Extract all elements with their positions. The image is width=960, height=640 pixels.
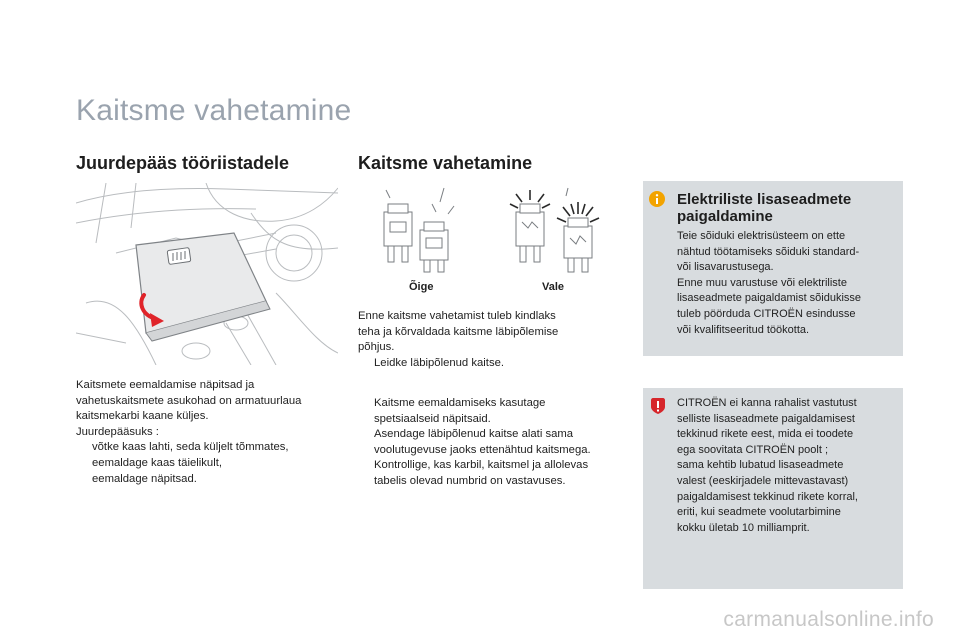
fuse-label-wrong: Vale <box>542 281 565 293</box>
list-item <box>76 440 346 456</box>
info-icon <box>649 191 665 207</box>
list-item-text <box>374 396 545 427</box>
text-line: paigaldamine <box>677 208 773 225</box>
text-line: selliste lisaseadmete paigaldamisest <box>677 412 855 425</box>
good-fuse-illustration <box>374 186 484 274</box>
tool-access-intro <box>76 378 346 487</box>
text-line: eriti, kui seadmete voolutarbimine <box>677 506 841 519</box>
text-line: paigaldamisest tekkinud rikete korral, <box>677 490 858 503</box>
text-line: tuleb pöörduda CITROËN esindusse <box>677 307 856 320</box>
bullet-icon <box>358 396 374 427</box>
info-panel <box>643 181 903 356</box>
warning-icon <box>649 398 667 414</box>
info-panel-text <box>677 229 899 338</box>
text-line: tabelis olevad numbrid on vastavuses. <box>374 474 566 487</box>
text-line: teha ja kõrvaldada kaitsme läbipõlemise <box>358 325 559 338</box>
text-line: Juurdepääsuks : <box>76 425 159 438</box>
text-line: Elektriliste lisaseadmete <box>677 191 852 208</box>
blown-fuse-illustration <box>508 186 608 274</box>
warning-panel-text <box>677 396 899 536</box>
list-item <box>358 356 633 372</box>
list-item-text <box>374 427 591 458</box>
list-item-text: eemaldage näpitsad. <box>92 472 197 485</box>
text-line: Teie sõiduki elektrisüsteem on ette <box>677 230 846 242</box>
list-item <box>358 427 633 458</box>
list-item-text <box>374 458 588 489</box>
text-line: Kontrollige, kas karbil, kaitsmel ja allolevas <box>374 459 589 472</box>
text-line: põhjus. <box>358 341 395 354</box>
text-line: Asendage läbipõlenud kaitse alati sama <box>374 428 574 441</box>
text-line: voolutugevuse jaoks ettenähtud kaitsmega. <box>374 443 591 456</box>
section-heading-fuse-replacement: Kaitsme vahetamine <box>358 153 533 173</box>
text-line: Kaitsme eemaldamiseks kasutage <box>374 397 546 409</box>
bullet-icon <box>358 458 374 489</box>
text-line: CITROËN ei kanna rahalist vastutust <box>677 397 857 409</box>
text-line: või lisavarustusega. <box>677 261 774 274</box>
text-line: kaitsmekarbi kaane küljes. <box>76 410 209 423</box>
page-title: Kaitsme vahetamine <box>76 94 352 127</box>
text-line: või kvalifitseeritud töökotta. <box>677 323 810 336</box>
list-item <box>358 458 633 489</box>
info-panel-title <box>677 191 851 225</box>
text-line: ega soovitata CITROËN poolt ; <box>677 443 829 456</box>
text-line: spetsiaalseid näpitsaid. <box>374 412 491 425</box>
section-heading-tool-access: Juurdepääs tööriistadele <box>76 153 290 173</box>
text-line: tekkinud rikete eest, mida ei toodete <box>677 428 854 441</box>
dashboard-fusebox-illustration <box>76 183 338 365</box>
list-item-text: võtke kaas lahti, seda küljelt tõmmates, <box>92 441 289 454</box>
fuse-replacement-intro <box>358 309 633 371</box>
fuse-label-correct: Õige <box>409 281 434 293</box>
fuse-replacement-steps <box>358 396 633 490</box>
bullet-icon <box>358 427 374 458</box>
list-item <box>358 396 633 427</box>
list-item <box>76 472 346 488</box>
bullet-icon <box>76 472 92 488</box>
text-line: nähtud töötamiseks sõiduki standard- <box>677 245 860 258</box>
text-line: Enne kaitsme vahetamist tuleb kindlaks <box>358 310 556 322</box>
warning-panel <box>643 388 903 589</box>
text-line: Enne muu varustuse või elektriliste <box>677 276 847 289</box>
text-line: Kaitsmete eemaldamise näpitsad ja <box>76 379 255 391</box>
bullet-icon <box>76 440 92 456</box>
list-item <box>76 456 346 472</box>
watermark-text: carmanualsonline.info <box>723 608 934 631</box>
text-line: sama kehtib lubatud lisaseadmete <box>677 459 844 472</box>
bullet-icon <box>76 456 92 472</box>
list-item-text: eemaldage kaas täielikult, <box>92 456 222 469</box>
list-item-text: Leidke läbipõlenud kaitse. <box>374 356 505 369</box>
text-line: vahetuskaitsmete asukohad on armatuurlaua <box>76 394 302 407</box>
text-line: lisaseadmete paigaldamist sõidukisse <box>677 292 862 305</box>
text-line: kokku ületab 10 milliamprit. <box>677 521 810 534</box>
text-line: valest (eeskirjadele mittevastavast) <box>677 474 849 487</box>
bullet-icon <box>358 356 374 372</box>
